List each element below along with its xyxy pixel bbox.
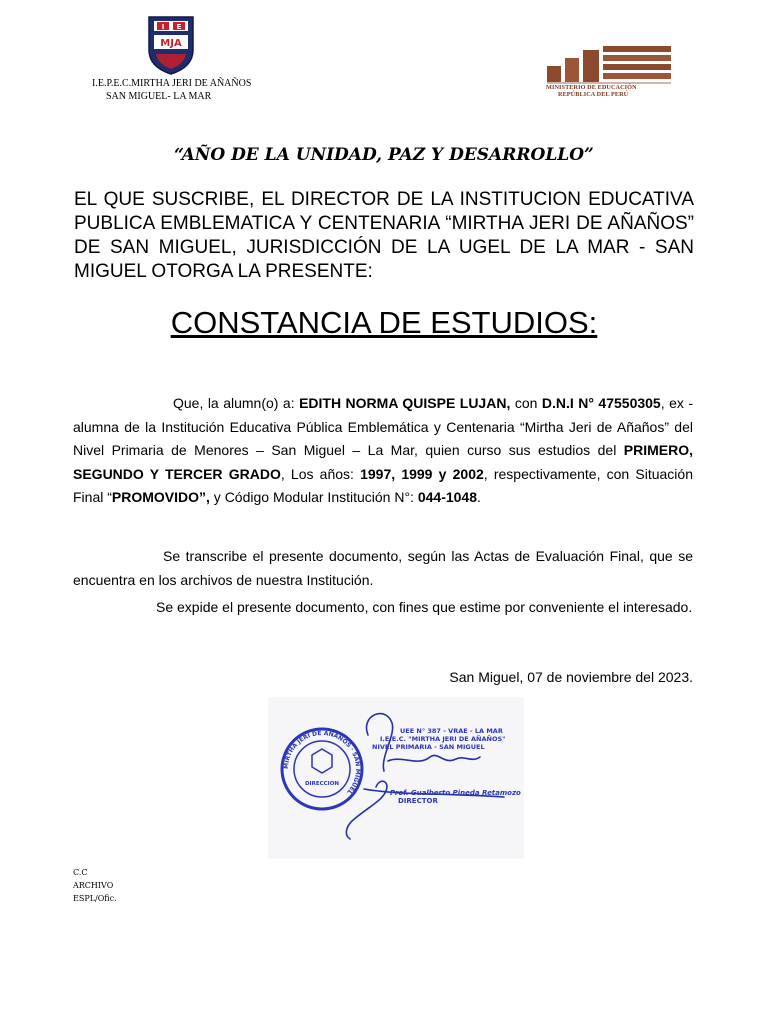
para-text: con	[510, 395, 542, 411]
ministry-country: REPÚBLICA DEL PERÚ	[558, 91, 629, 98]
para-text: Que, la alumn(o) a:	[173, 395, 300, 411]
stamp-line-2: I.E.E.C. "MIRTHA JERI DE AÑAÑOS"	[380, 735, 506, 743]
footer-archivo: ARCHIVO	[73, 881, 114, 890]
para-text: , respectivamente, con Situación Final “	[73, 465, 693, 505]
grades: PRIMERO, SEGUNDO Y TERCER GRADO	[73, 442, 693, 482]
para-text: y Código Modular Institución N°:	[209, 489, 418, 505]
issue-date: San Miguel, 07 de noviembre del 2023.	[449, 669, 693, 685]
footer-cc: C.C	[73, 868, 88, 877]
school-emblem-logo	[146, 14, 196, 76]
para-text: Se transcribe el presente documento, según las Actas de Evaluación Final, que se encuentra en los archivos de nuestra Institución.	[73, 548, 693, 588]
document-title: CONSTANCIA DE ESTUDIOS:	[170, 305, 598, 340]
dni-number: D.N.I N° 47550305	[541, 395, 661, 411]
para-text: , ex - alumna de la Institución Educativa Pública Emblemática y Centenaria “Mirtha Jeri de Añaños” del Nivel Primaria de Menores – San Miguel – La Mar, quien curso sus estudios del	[73, 395, 694, 458]
intro-paragraph: EL QUE SUSCRIBE, EL DIRECTOR DE LA INSTITUCION EDUCATIVA PUBLICA EMBLEMATICA Y CENTENARIA “MIRTHA JERI DE AÑAÑOS” DE SAN MIGUEL, JURISDICCIÓN DE LA UGEL DE LA MAR - SAN MIGUEL OTORGA LA PRESENTE:	[74, 189, 694, 282]
footer-reference: ESPL/Ofic.	[73, 894, 117, 903]
student-name: EDITH NORMA QUISPE LUJAN,	[299, 395, 511, 411]
stamp-line-1: UEE N° 387 - VRAE - LA MAR	[400, 727, 503, 735]
year-motto: “AÑO DE LA UNIDAD, PAZ Y DESARROLLO”	[174, 145, 594, 165]
final-status: PROMOVIDO”,	[111, 489, 210, 505]
body-paragraph-3	[73, 596, 693, 620]
body-paragraph-1	[73, 392, 693, 510]
svg-text:I: I	[161, 23, 165, 31]
svg-text:E: E	[176, 23, 182, 31]
signer-name: Prof. Gualberto Pineda Retamozo	[390, 789, 521, 797]
ministry-name: MINISTERIO DE EDUCACIÓN	[546, 84, 637, 91]
years: 1997, 1999 y 2002	[360, 465, 484, 482]
seal-center-text: DIRECCION	[304, 781, 340, 787]
body-paragraph-2	[73, 545, 693, 592]
school-location: SAN MIGUEL- LA MAR	[106, 91, 212, 102]
modular-code: 044-1048	[417, 489, 478, 505]
seal-and-signature	[268, 697, 524, 859]
para-text: .	[477, 489, 481, 505]
svg-text:MJA: MJA	[160, 38, 182, 49]
stamp-line-3: NIVEL PRIMARIA - SAN MIGUEL	[372, 743, 485, 751]
para-text: , Los años:	[280, 465, 361, 482]
para-text: Se expide el presente documento, con fines que estime por conveniente el interesado.	[156, 599, 693, 615]
school-name: I.E.P.E.C.MIRTHA JERI DE AÑAÑOS	[92, 78, 252, 89]
signer-role: DIRECTOR	[398, 797, 438, 805]
seal-ring-text: MIRTHA JERI DE AÑAÑOS · SAN MIGUEL	[282, 729, 362, 796]
